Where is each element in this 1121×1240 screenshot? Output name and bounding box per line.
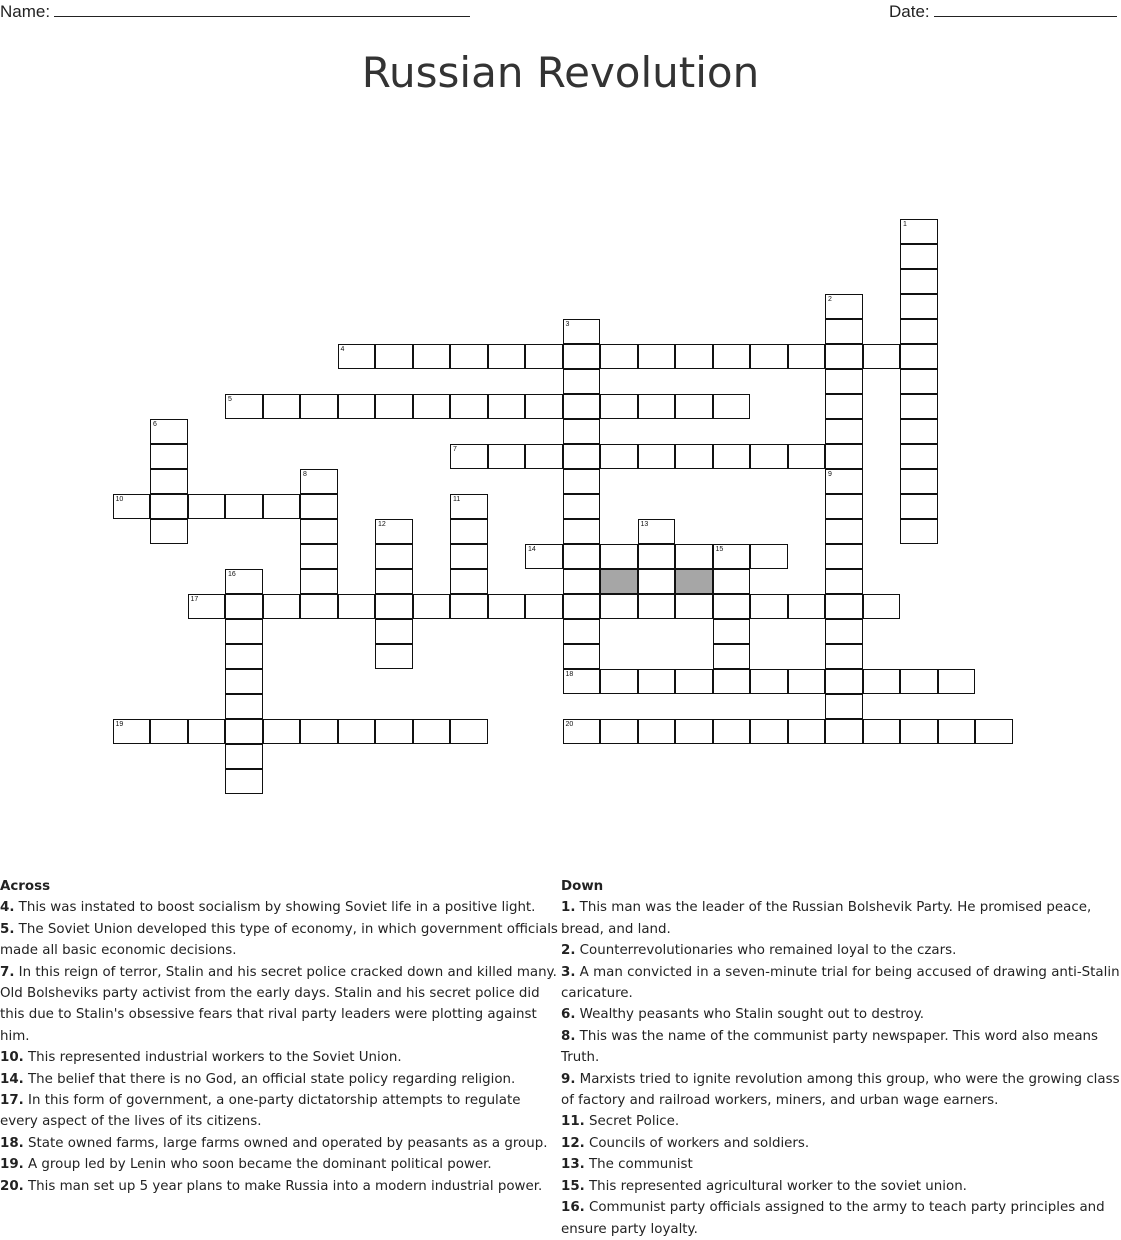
clue-number: 5.: [0, 921, 15, 937]
grid-cell[interactable]: [563, 494, 601, 519]
clue-number: 1.: [561, 900, 576, 916]
clue-text: The Soviet Union developed this type of economy, in which government officials made all basic economic decisions.: [0, 921, 558, 959]
clue-number: 19.: [0, 1157, 24, 1173]
grid-cell[interactable]: [675, 544, 713, 569]
clue-text: This was the name of the communist party newspaper. This word also means Truth.: [561, 1028, 1098, 1066]
grid-cell[interactable]: [900, 394, 938, 419]
clue-text: A man convicted in a seven-minute trial for being accused of drawing anti-Stalin caricature.: [561, 964, 1120, 1002]
grid-cell[interactable]: [788, 719, 826, 744]
down-clue: [561, 940, 1121, 961]
grid-cell[interactable]: [375, 544, 413, 569]
grid-cell[interactable]: [900, 319, 938, 344]
grid-cell[interactable]: [900, 719, 938, 744]
clue-text: Councils of workers and soldiers.: [589, 1135, 810, 1151]
grid-cell[interactable]: [563, 669, 601, 694]
clue-number: 7.: [0, 964, 15, 980]
grid-cell[interactable]: [525, 344, 563, 369]
grid-cell[interactable]: [750, 594, 788, 619]
clue-text: The belief that there is no God, an official state policy regarding religion.: [28, 1071, 516, 1087]
grid-cell[interactable]: [375, 594, 413, 619]
name-label: Name:: [0, 2, 51, 21]
grid-cell[interactable]: [450, 444, 488, 469]
grid-cell[interactable]: [300, 494, 338, 519]
grid-cell[interactable]: [675, 594, 713, 619]
grid-cell[interactable]: [150, 469, 188, 494]
clue-number: 6.: [561, 1007, 576, 1023]
down-clue: [561, 1069, 1121, 1112]
grid-cell[interactable]: [488, 344, 526, 369]
grid-cell[interactable]: [413, 719, 451, 744]
grid-cell[interactable]: [825, 319, 863, 344]
grid-cell[interactable]: [638, 544, 676, 569]
clue-number: 4.: [0, 900, 15, 916]
grid-cell[interactable]: [225, 769, 263, 794]
grid-cell[interactable]: [825, 694, 863, 719]
grid-cell[interactable]: [225, 644, 263, 669]
grid-cell[interactable]: [300, 469, 338, 494]
grid-cell[interactable]: [188, 494, 226, 519]
clue-text: Secret Police.: [589, 1114, 680, 1130]
grid-cell[interactable]: [863, 344, 901, 369]
grid-cell[interactable]: [825, 669, 863, 694]
clue-number: 12: [378, 521, 386, 528]
grid-cell[interactable]: [563, 394, 601, 419]
grid-cell[interactable]: [263, 494, 301, 519]
grid-cell[interactable]: [825, 644, 863, 669]
grid-cell[interactable]: [488, 594, 526, 619]
across-clue-list: [0, 897, 560, 1197]
clue-number: 15.: [561, 1178, 585, 1194]
clue-number: 7: [453, 446, 457, 453]
down-heading: Down: [561, 879, 604, 894]
clue-number: 2.: [561, 943, 576, 959]
grid-cell[interactable]: [413, 394, 451, 419]
grid-cell[interactable]: [825, 544, 863, 569]
grid-cell[interactable]: [825, 369, 863, 394]
clue-text: State owned farms, large farms owned and operated by peasants as a group.: [28, 1135, 548, 1151]
across-clue: [0, 962, 560, 1048]
grid-cell[interactable]: [713, 619, 751, 644]
grid-cell[interactable]: [375, 519, 413, 544]
clue-text: This man set up 5 year plans to make Russia into a modern industrial power.: [28, 1178, 543, 1194]
grid-cell[interactable]: [638, 394, 676, 419]
grid-cell[interactable]: [825, 619, 863, 644]
down-clue: [561, 962, 1121, 1005]
clue-text: Counterrevolutionaries who remained loyal to the czars.: [579, 943, 957, 959]
clue-text: This represented industrial workers to the Soviet Union.: [28, 1050, 402, 1066]
clue-text: Wealthy peasants who Stalin sought out to destroy.: [579, 1007, 925, 1023]
clue-text: The communist: [589, 1157, 693, 1173]
across-clue: [0, 1133, 560, 1154]
grid-cell[interactable]: [113, 494, 151, 519]
grid-cell[interactable]: [450, 494, 488, 519]
clue-number: 16.: [561, 1200, 585, 1216]
grid-cell[interactable]: [825, 444, 863, 469]
grid-cell[interactable]: [975, 719, 1013, 744]
clue-number: 4: [340, 346, 345, 353]
grid-cell[interactable]: [563, 369, 601, 394]
grid-cell[interactable]: [225, 694, 263, 719]
clue-number: 8.: [561, 1028, 576, 1044]
grid-cell[interactable]: [675, 394, 713, 419]
down-clue-list: [561, 897, 1121, 1240]
across-heading: Across: [0, 879, 51, 894]
down-clue: [561, 1111, 1121, 1132]
grid-cell[interactable]: [713, 394, 751, 419]
clue-number: 10: [115, 496, 124, 503]
grid-cell[interactable]: [900, 269, 938, 294]
grid-cell[interactable]: [225, 394, 263, 419]
grid-cell[interactable]: [825, 594, 863, 619]
grid-cell[interactable]: [375, 569, 413, 594]
clue-number: 6: [153, 421, 157, 428]
grid-cell[interactable]: [900, 294, 938, 319]
grid-cell[interactable]: [863, 594, 901, 619]
across-clue: [0, 1090, 560, 1133]
grid-cell[interactable]: [263, 594, 301, 619]
clue-number: 3.: [561, 964, 576, 980]
grid-cell[interactable]: [338, 594, 376, 619]
clue-number: 18: [565, 671, 574, 678]
grid-cell[interactable]: [900, 369, 938, 394]
grid-cell[interactable]: [825, 719, 863, 744]
grid-cell[interactable]: [600, 394, 638, 419]
down-clues: [561, 876, 1121, 1240]
grid-cell[interactable]: [338, 344, 376, 369]
grid-cell[interactable]: [525, 444, 563, 469]
grid-cell[interactable]: [450, 394, 488, 419]
grid-cell[interactable]: [825, 519, 863, 544]
down-clue: [561, 1197, 1121, 1240]
clue-text: Marxists tried to ignite revolution among this group, who were the growing class of factory and railroad workers, miners, and urban wage earners.: [561, 1071, 1120, 1109]
grid-cell[interactable]: [900, 669, 938, 694]
grid-cell[interactable]: [900, 344, 938, 369]
grid-cell[interactable]: [450, 544, 488, 569]
down-clue: [561, 1004, 1121, 1025]
across-clues: [0, 876, 560, 1197]
grid-cell[interactable]: [750, 669, 788, 694]
grid-cell[interactable]: [150, 519, 188, 544]
grid-cell[interactable]: [375, 619, 413, 644]
clue-number: 1: [903, 221, 907, 228]
grid-cell[interactable]: [600, 669, 638, 694]
grid-cell[interactable]: [450, 594, 488, 619]
grid-cell[interactable]: [638, 569, 676, 594]
clue-number: 13: [640, 521, 649, 528]
down-clue: [561, 1026, 1121, 1069]
grid-cell[interactable]: [225, 669, 263, 694]
grid-cell[interactable]: [563, 719, 601, 744]
grid-cell[interactable]: [600, 594, 638, 619]
grid-cell[interactable]: [825, 344, 863, 369]
across-clue: [0, 897, 560, 918]
grid-cell[interactable]: [563, 594, 601, 619]
grid-cell[interactable]: [600, 444, 638, 469]
grid-cell[interactable]: [563, 569, 601, 594]
down-clue: [561, 1154, 1121, 1175]
grid-cell[interactable]: [225, 494, 263, 519]
clue-number: 20: [565, 721, 574, 728]
grid-cell[interactable]: [375, 394, 413, 419]
grid-cell[interactable]: [825, 494, 863, 519]
grid-cell[interactable]: [900, 494, 938, 519]
grid-cell[interactable]: [713, 344, 751, 369]
grid-cell[interactable]: [638, 344, 676, 369]
grid-cell[interactable]: [263, 719, 301, 744]
shaded-cell: [675, 569, 713, 594]
grid-cell[interactable]: [300, 519, 338, 544]
grid-cell[interactable]: [713, 444, 751, 469]
clue-number: 13.: [561, 1157, 585, 1173]
clue-number: 15: [715, 546, 724, 553]
grid-cell[interactable]: [563, 344, 601, 369]
grid-cell[interactable]: [675, 444, 713, 469]
grid-cell[interactable]: [450, 344, 488, 369]
grid-cell[interactable]: [638, 719, 676, 744]
clue-number: 20.: [0, 1178, 24, 1194]
grid-cell[interactable]: [750, 444, 788, 469]
grid-cell[interactable]: [938, 719, 976, 744]
grid-cell[interactable]: [900, 219, 938, 244]
grid-cell[interactable]: [563, 419, 601, 444]
grid-cell[interactable]: [638, 669, 676, 694]
grid-cell[interactable]: [188, 594, 226, 619]
grid-cell[interactable]: [713, 594, 751, 619]
grid-cell[interactable]: [900, 419, 938, 444]
grid-cell[interactable]: [225, 594, 263, 619]
clue-text: In this form of government, a one-party dictatorship attempts to regulate every aspect of the lives of its citizens.: [0, 1093, 521, 1130]
down-clue: [561, 1176, 1121, 1197]
grid-cell[interactable]: [413, 594, 451, 619]
page-title: Russian Revolution: [361, 48, 760, 97]
grid-cell[interactable]: [450, 719, 488, 744]
clue-number: 19: [115, 721, 124, 728]
clue-number: 17: [190, 596, 199, 603]
down-clue: [561, 1133, 1121, 1154]
grid-cell[interactable]: [788, 444, 826, 469]
grid-cell[interactable]: [825, 569, 863, 594]
down-clue: [561, 897, 1121, 940]
date-label: Date:: [889, 2, 930, 21]
grid-cell[interactable]: [525, 594, 563, 619]
grid-cell[interactable]: [713, 644, 751, 669]
grid-cell[interactable]: [563, 444, 601, 469]
grid-cell[interactable]: [225, 569, 263, 594]
grid-cell[interactable]: [563, 469, 601, 494]
grid-cell[interactable]: [713, 569, 751, 594]
grid-cell[interactable]: [563, 619, 601, 644]
grid-cell[interactable]: [600, 719, 638, 744]
grid-cell[interactable]: [900, 244, 938, 269]
clue-number: 18.: [0, 1135, 24, 1151]
grid-cell[interactable]: [863, 669, 901, 694]
grid-cell[interactable]: [450, 519, 488, 544]
grid-cell[interactable]: [413, 344, 451, 369]
grid-cell[interactable]: [900, 469, 938, 494]
clue-text: In this reign of terror, Stalin and his secret police cracked down and killed many. Old Bolsheviks party activist from the early days. Stalin and his secret police did this due to Stalin's obsessive fears that rival party leaders were plotting against him.: [0, 964, 557, 1044]
clue-number: 16: [228, 571, 236, 578]
clue-number: 9: [828, 471, 832, 478]
grid-cell[interactable]: [750, 719, 788, 744]
grid-cell[interactable]: [863, 719, 901, 744]
grid-cell[interactable]: [675, 719, 713, 744]
grid-cell[interactable]: [788, 669, 826, 694]
clue-number: 10.: [0, 1050, 24, 1066]
grid-cell[interactable]: [600, 544, 638, 569]
grid-cell[interactable]: [488, 394, 526, 419]
grid-cell[interactable]: [563, 544, 601, 569]
clue-number: 11.: [561, 1114, 585, 1130]
grid-cell[interactable]: [450, 569, 488, 594]
grid-cell[interactable]: [563, 519, 601, 544]
clue-number: 14.: [0, 1071, 24, 1087]
across-clue: [0, 1176, 560, 1197]
clue-text: This represented agricultural worker to the soviet union.: [589, 1178, 967, 1194]
clue-text: Communist party officials assigned to the army to teach party principles and ensure party loyalty.: [561, 1200, 1105, 1237]
grid-cell[interactable]: [300, 594, 338, 619]
grid-cell[interactable]: [638, 444, 676, 469]
clue-number: 9.: [561, 1071, 576, 1087]
grid-cell[interactable]: [788, 594, 826, 619]
grid-cell[interactable]: [300, 544, 338, 569]
grid-cell[interactable]: [113, 719, 151, 744]
clue-number: 8: [303, 471, 307, 478]
grid-cell[interactable]: [675, 344, 713, 369]
grid-cell[interactable]: [150, 494, 188, 519]
grid-cell[interactable]: [188, 719, 226, 744]
grid-cell[interactable]: [225, 619, 263, 644]
grid-cell[interactable]: [825, 294, 863, 319]
clue-text: A group led by Lenin who soon became the dominant political power.: [28, 1157, 492, 1173]
grid-cell[interactable]: [375, 344, 413, 369]
clue-number: 2: [828, 296, 832, 303]
grid-cell[interactable]: [225, 744, 263, 769]
grid-cell[interactable]: [825, 469, 863, 494]
grid-cell[interactable]: [300, 569, 338, 594]
grid-cell[interactable]: [900, 519, 938, 544]
grid-cell[interactable]: [375, 644, 413, 669]
grid-cell[interactable]: [150, 419, 188, 444]
grid-cell[interactable]: [788, 344, 826, 369]
grid-cell[interactable]: [713, 719, 751, 744]
grid-cell[interactable]: [525, 544, 563, 569]
across-clue: [0, 1069, 560, 1090]
clue-number: 11: [453, 496, 461, 503]
grid-cell[interactable]: [713, 544, 751, 569]
grid-cell[interactable]: [938, 669, 976, 694]
across-clue: [0, 919, 560, 962]
grid-cell[interactable]: [750, 544, 788, 569]
grid-cell[interactable]: [150, 719, 188, 744]
clue-number: 3: [565, 321, 570, 328]
clue-number: 14: [528, 546, 536, 553]
grid-cell[interactable]: [825, 394, 863, 419]
grid-cell[interactable]: [338, 719, 376, 744]
grid-cell[interactable]: [488, 444, 526, 469]
grid-cell[interactable]: [338, 394, 376, 419]
grid-cell[interactable]: [600, 344, 638, 369]
grid-cell[interactable]: [713, 669, 751, 694]
grid-cell[interactable]: [750, 344, 788, 369]
grid-cell[interactable]: [638, 519, 676, 544]
across-clue: [0, 1047, 560, 1068]
grid-cell[interactable]: [675, 669, 713, 694]
grid-cell[interactable]: [900, 444, 938, 469]
grid-cell[interactable]: [300, 719, 338, 744]
grid-cell[interactable]: [300, 394, 338, 419]
clue-text: This was instated to boost socialism by showing Soviet life in a positive light.: [18, 900, 536, 916]
clue-number: 12.: [561, 1135, 585, 1151]
grid-cell[interactable]: [263, 394, 301, 419]
grid-cell[interactable]: [150, 444, 188, 469]
clue-number: 17.: [0, 1093, 24, 1109]
grid-cell[interactable]: [225, 719, 263, 744]
grid-cell[interactable]: [563, 644, 601, 669]
grid-cell[interactable]: [638, 594, 676, 619]
grid-cell[interactable]: [525, 394, 563, 419]
grid-cell[interactable]: [825, 419, 863, 444]
shaded-cell: [600, 569, 638, 594]
across-clue: [0, 1154, 560, 1175]
grid-cell[interactable]: [563, 319, 601, 344]
clue-number: 5: [228, 396, 232, 403]
grid-cell[interactable]: [375, 719, 413, 744]
clue-text: This man was the leader of the Russian Bolshevik Party. He promised peace, bread, and land.: [561, 900, 1092, 937]
